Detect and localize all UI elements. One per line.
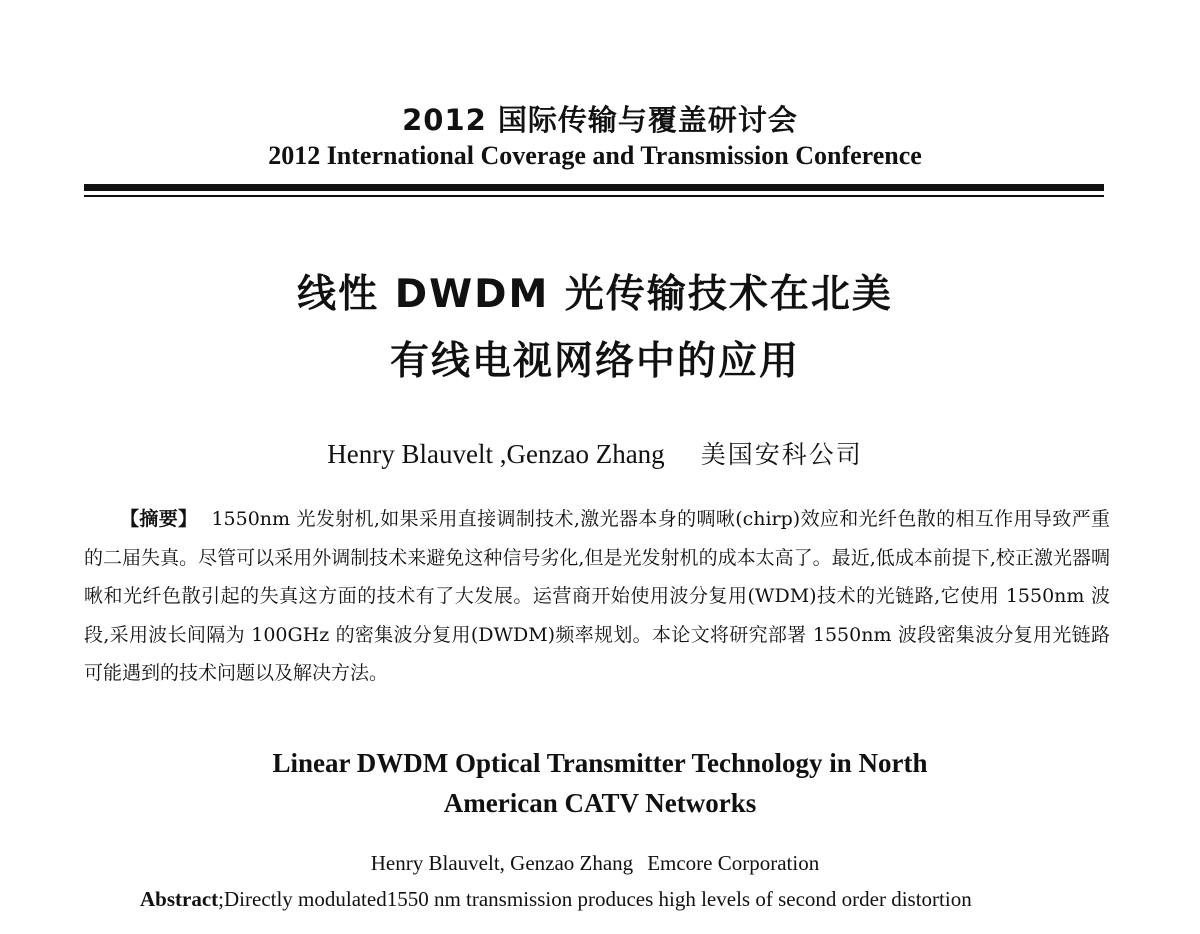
author-names-cn: Henry Blauvelt ,Genzao Zhang bbox=[327, 439, 665, 469]
abstract-label-en: Abstract bbox=[140, 887, 219, 911]
abstract-label-cn: 【摘要】 bbox=[120, 508, 198, 530]
author-names-en: Henry Blauvelt, Genzao Zhang bbox=[370, 851, 634, 875]
authors-cn bbox=[0, 435, 1190, 471]
abstract-en bbox=[140, 887, 1120, 912]
abstract-separator-en: ; bbox=[218, 887, 224, 911]
paper-title-cn-line2: 有线电视网络中的应用 bbox=[389, 339, 800, 384]
affiliation-cn: 美国安科公司 bbox=[700, 440, 863, 469]
abstract-cn bbox=[84, 500, 1110, 693]
header-rule-thin bbox=[84, 195, 1104, 197]
paper-title-en-line1: Linear DWDM Optical Transmitter Technology in North bbox=[272, 748, 928, 778]
conference-title-cn: 2012 国际传输与覆盖研讨会 bbox=[402, 103, 798, 137]
conference-title-en: 2012 International Coverage and Transmission Conference bbox=[268, 141, 922, 170]
abstract-text-en: Directly modulated1550 nm transmission produces high levels of second order distortion bbox=[224, 887, 972, 911]
header-rule-thick bbox=[84, 184, 1104, 191]
abstract-text-cn: 1550nm 光发射机,如果采用直接调制技术,激光器本身的啁啾(chirp)效应和光纤色散的相互作用导致严重的二届失真。尽管可以采用外调制技术来避免这种信号劣化,但是光发射机的成本太高了。最近,低成本前提下,校正激光器啁啾和光纤色散引起的失真这方面的技术有了大发展。运营商开始使用波分复用(WDM)技术的光链路,它使用 1550nm 波段,采用波长间隔为 100GHz 的密集波分复用(DWDM)频率规划。本论文将研究部署 1550nm 波段密集波分复用光链路可能遇到的技术问题以及解决方法。 bbox=[84, 508, 1110, 684]
affiliation-en: Emcore Corporation bbox=[647, 851, 820, 875]
authors-en bbox=[0, 851, 1190, 876]
cropped-next-line bbox=[140, 928, 1100, 934]
paper-title-cn-line1: 线性 DWDM 光传输技术在北美 bbox=[297, 272, 893, 317]
paper-title-en-line2: American CATV Networks bbox=[443, 788, 757, 818]
